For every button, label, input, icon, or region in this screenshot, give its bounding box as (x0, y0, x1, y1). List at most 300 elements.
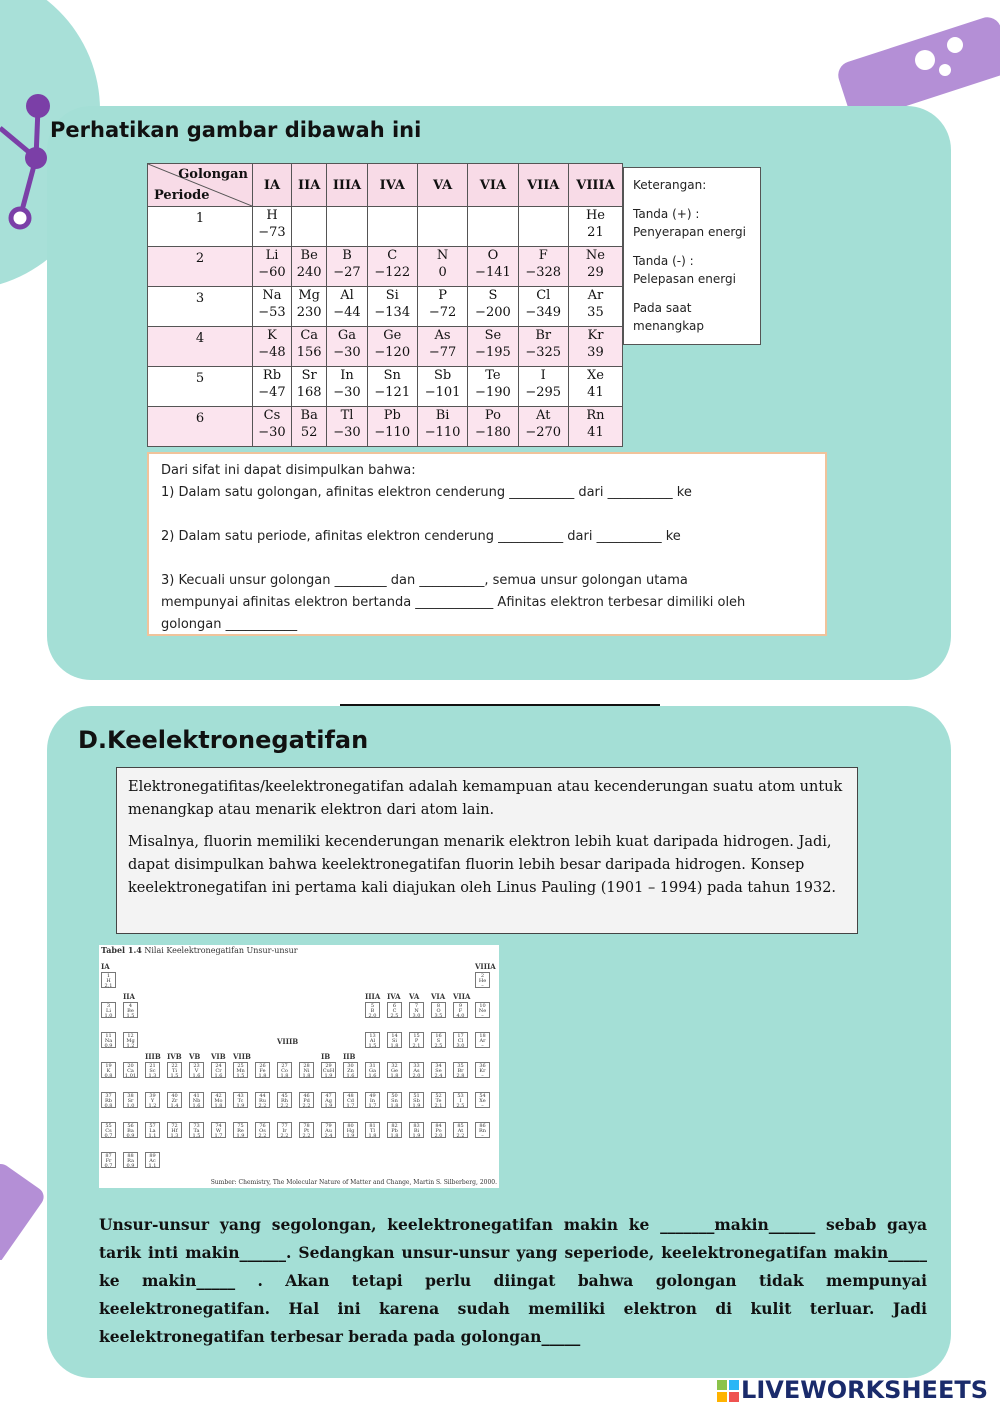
en-element-cell (409, 1002, 424, 1018)
en-element-cell (101, 1092, 116, 1108)
en-cell-value: 2,4 (434, 1073, 443, 1079)
group-header: IIA (291, 164, 326, 207)
en-element-cell (255, 1062, 270, 1078)
en-cell-value: 1,8 (390, 1073, 399, 1079)
en-cell-value: 2,2 (456, 1133, 465, 1139)
en-cell-symbol: Nb (192, 1098, 201, 1104)
en-cell-number: 47 (325, 1093, 332, 1099)
element-cell (417, 367, 467, 407)
group-header: VIA (468, 164, 518, 207)
en-cell-value: – (481, 983, 484, 989)
en-cell-value: – (481, 1133, 484, 1139)
group-header: VA (417, 164, 467, 207)
en-cell-value: 2,2 (302, 1133, 311, 1139)
affinity-value: −328 (525, 265, 562, 280)
element-symbol: Bi (435, 408, 450, 423)
en-cell-number: 27 (281, 1063, 288, 1069)
en-cell-symbol: H (106, 978, 111, 984)
element-cell (417, 327, 467, 367)
en-cell-symbol: Xe (479, 1098, 486, 1104)
en-group-label: IIIA (365, 992, 381, 1001)
element-symbol: Ge (383, 328, 402, 343)
element-symbol: As (434, 328, 451, 343)
en-group-label: IIB (343, 1052, 356, 1061)
en-cell-symbol: Si (391, 1038, 398, 1044)
affinity-value: 168 (296, 385, 322, 400)
affinity-value: 39 (587, 345, 604, 360)
element-symbol: Se (484, 328, 502, 343)
en-cell-number: 23 (193, 1063, 200, 1069)
period-cell: 3 (148, 287, 253, 327)
en-cell-value: 3,0 (456, 1043, 465, 1049)
en-group-label: VIIA (453, 992, 471, 1001)
en-table-source: Sumber: Chemistry, The Molecular Nature of Matter and Change, Martin S. Silberberg, 2000. (210, 1179, 497, 1186)
element-symbol: Ga (337, 328, 357, 343)
en-element-cell (475, 1092, 490, 1108)
en-cell-number: 30 (347, 1063, 354, 1069)
element-cell (417, 207, 467, 247)
en-cell-number: 80 (347, 1123, 354, 1129)
affinity-value: −77 (428, 345, 457, 360)
en-cell-number: 37 (105, 1093, 112, 1099)
en-element-cell (145, 1062, 160, 1078)
element-cell (417, 247, 467, 287)
element-cell (568, 207, 622, 247)
en-element-cell (387, 1062, 402, 1078)
en-cell-number: 29 (325, 1063, 332, 1069)
en-cell-symbol: Pd (303, 1098, 310, 1104)
element-cell (253, 247, 292, 287)
en-cell-number: 32 (391, 1063, 398, 1069)
en-cell-value: 2,2 (302, 1103, 311, 1109)
element-cell (518, 287, 568, 327)
en-cell-symbol: Cs (105, 1128, 112, 1134)
table-row (148, 407, 623, 447)
affinity-value: −101 (424, 385, 461, 400)
en-element-cell (101, 1032, 116, 1048)
en-cell-symbol: Ga (369, 1068, 376, 1074)
en-cell-number: 48 (347, 1093, 354, 1099)
en-cell-value: 2,1 (434, 1103, 443, 1109)
en-cell-symbol: Au (325, 1128, 332, 1134)
element-cell (468, 367, 518, 407)
element-symbol: Rn (586, 408, 605, 423)
en-group-label: VB (189, 1052, 201, 1061)
element-symbol: H (266, 208, 278, 223)
en-cell-symbol: Rh (281, 1098, 288, 1104)
element-cell (327, 407, 367, 447)
element-cell (327, 327, 367, 367)
en-element-cell (255, 1092, 270, 1108)
en-cell-value: 0,9 (104, 1043, 113, 1049)
en-element-cell (123, 1122, 138, 1138)
en-element-cell (387, 1002, 402, 1018)
en-cell-number: 50 (391, 1093, 398, 1099)
en-cell-number: 38 (127, 1093, 134, 1099)
element-symbol: P (438, 288, 447, 303)
conclusion-line3c: golongan ___________ (161, 617, 298, 632)
en-cell-number: 86 (479, 1123, 486, 1129)
en-cell-value: 1,5 (236, 1073, 245, 1079)
en-element-cell (343, 1122, 358, 1138)
affinity-value: −134 (374, 305, 411, 320)
element-cell (568, 287, 622, 327)
en-element-cell (431, 1062, 446, 1078)
en-element-cell (145, 1152, 160, 1168)
element-symbol: Br (535, 328, 552, 343)
en-element-cell (321, 1092, 336, 1108)
element-cell (291, 367, 326, 407)
en-element-cell (431, 1002, 446, 1018)
en-element-cell (453, 1062, 468, 1078)
en-cell-value: 1,5 (170, 1073, 179, 1079)
legend-minus-desc: Pelepasan energi (633, 272, 736, 286)
element-symbol: O (487, 248, 499, 263)
en-cell-value: 1,5 (368, 1043, 377, 1049)
definition-box (116, 767, 858, 934)
en-element-cell (101, 972, 116, 988)
en-cell-number: 40 (171, 1093, 178, 1099)
en-cell-number: 20 (127, 1063, 134, 1069)
definition-paragraph-2: Misalnya, fluorin memiliki kecenderungan menarik elektron lebih kuat daripada hidrogen. Jadi, dapat disimpulkan bahwa keelektronegatifan fluorin lebih besar daripada hidrogen. Konsep keelektronegatifan ini pertama kali diajukan oleh Linus Pauling (1901 – 1994) pada tahun 1932. (128, 834, 837, 896)
en-cell-value: 2,5 (434, 1043, 443, 1049)
en-cell-value: 0,9 (126, 1163, 135, 1169)
en-element-cell (387, 1122, 402, 1138)
en-cell-symbol: Bi (413, 1128, 420, 1134)
en-cell-symbol: Al (369, 1038, 376, 1044)
element-cell (518, 207, 568, 247)
en-cell-symbol: Li (106, 1008, 111, 1014)
en-element-cell (321, 1062, 336, 1078)
en-cell-number: 72 (171, 1123, 178, 1129)
en-element-cell (475, 1122, 490, 1138)
en-cell-symbol: Ge (391, 1068, 398, 1074)
en-element-cell (365, 1092, 380, 1108)
en-cell-symbol: Ti (172, 1068, 177, 1074)
en-cell-number: 26 (259, 1063, 266, 1069)
definition-paragraph-1: Elektronegatifitas/keelektronegatifan adalah kemampuan atau kecenderungan suatu atom untuk menangkap atau menarik elektron dari atom lain. (128, 779, 843, 818)
en-cell-value: 1,4 (170, 1103, 179, 1109)
en-cell-value: 3,0 (412, 1013, 421, 1019)
en-element-cell (453, 1002, 468, 1018)
en-cell-value: – (481, 1073, 484, 1079)
fill-in-paragraph: Unsur-unsur yang segolongan, keelektronegatifan makin ke _______makin______ sebab gaya tarik inti makin______. Sedangkan unsur-unsur yang seperiode, keelektronegatifan makin_____ ke makin_____ . Akan tetapi perlu diingat bahwa golongan tidak mempunyai keelektronegatifan. Hal ini karena sudah memiliki elektron di kulit terluar. Jadi keelektronegatifan terbesar berada pada golongan_____ (99, 1215, 927, 1346)
en-cell-symbol: CuH (322, 1068, 335, 1074)
en-cell-value: 1,6 (214, 1073, 223, 1079)
en-element-cell (255, 1122, 270, 1138)
en-cell-number: 43 (237, 1093, 244, 1099)
en-element-cell (343, 1092, 358, 1108)
affinity-value: −141 (475, 265, 511, 280)
en-cell-value: 2,2 (258, 1103, 267, 1109)
en-cell-number: 76 (259, 1123, 266, 1129)
en-element-cell (189, 1122, 204, 1138)
element-cell (291, 207, 326, 247)
en-element-cell (101, 1062, 116, 1078)
en-element-cell (453, 1122, 468, 1138)
en-element-cell (123, 1152, 138, 1168)
en-element-cell (167, 1062, 182, 1078)
affinity-value: −30 (333, 345, 361, 360)
en-cell-symbol: Mo (214, 1098, 223, 1104)
en-cell-number: 35 (457, 1063, 464, 1069)
element-symbol: B (342, 248, 352, 263)
element-cell (568, 407, 622, 447)
en-cell-value: 2,5 (456, 1103, 465, 1109)
en-cell-number: 7 (414, 1003, 419, 1009)
en-cell-value: 1,8 (390, 1133, 399, 1139)
affinity-value: −295 (525, 385, 562, 400)
en-cell-symbol: Sb (413, 1098, 420, 1104)
affinity-value: −180 (475, 425, 511, 440)
en-cell-number: 11 (105, 1033, 112, 1039)
en-cell-number: 83 (413, 1123, 420, 1129)
en-element-cell (123, 1002, 138, 1018)
en-cell-symbol: Kr (479, 1068, 486, 1074)
affinity-value: 29 (587, 265, 604, 280)
en-cell-symbol: Co (281, 1068, 288, 1074)
en-cell-symbol: Sc (149, 1068, 156, 1074)
en-cell-value: 1,3 (170, 1133, 179, 1139)
en-cell-symbol: Se (435, 1068, 442, 1074)
element-symbol: S (488, 288, 498, 303)
affinity-value: −110 (424, 425, 461, 440)
en-cell-symbol: Hg (346, 1128, 355, 1134)
en-cell-symbol: Zn (347, 1068, 354, 1074)
period-cell: 6 (148, 407, 253, 447)
affinity-value: −60 (258, 265, 286, 280)
en-element-cell (475, 972, 490, 988)
table-row (148, 247, 623, 287)
en-cell-value: 1,8 (390, 1103, 399, 1109)
en-cell-number: 6 (392, 1003, 397, 1009)
en-cell-value: – (481, 1043, 484, 1049)
en-cell-value: 1,5 (126, 1013, 135, 1019)
en-cell-value: 1,01 (124, 1073, 137, 1079)
conclusion-line2: 2) Dalam satu periode, afinitas elektron cenderung __________ dari __________ ke (161, 529, 681, 544)
en-cell-symbol: At (457, 1128, 464, 1134)
element-cell (291, 407, 326, 447)
en-cell-symbol: Rb (105, 1098, 112, 1104)
en-element-cell (431, 1032, 446, 1048)
en-cell-number: 36 (479, 1063, 486, 1069)
en-cell-symbol: Rn (479, 1128, 486, 1134)
en-cell-value: 1,8 (214, 1103, 223, 1109)
en-cell-number: 4 (128, 1003, 133, 1009)
table-row (148, 207, 623, 247)
en-cell-symbol: Mn (236, 1068, 245, 1074)
element-cell (291, 247, 326, 287)
en-element-cell (387, 1092, 402, 1108)
en-cell-symbol: La (149, 1128, 156, 1134)
en-cell-symbol: Po (435, 1128, 442, 1134)
affinity-value: −195 (475, 345, 511, 360)
en-group-label: IVB (167, 1052, 182, 1061)
en-cell-number: 82 (391, 1123, 398, 1129)
en-cell-number: 24 (215, 1063, 222, 1069)
en-cell-symbol: Pt (303, 1128, 310, 1134)
en-element-cell (431, 1092, 446, 1108)
en-element-cell (167, 1092, 182, 1108)
en-cell-number: 73 (193, 1123, 200, 1129)
en-element-cell (365, 1002, 380, 1018)
conclusion-line1: 1) Dalam satu golongan, afinitas elektron cenderung __________ dari __________ ke (161, 485, 692, 500)
affinity-value: −270 (525, 425, 562, 440)
en-cell-symbol: F (458, 1008, 463, 1014)
en-group-label: IIA (123, 992, 135, 1001)
en-cell-number: 41 (193, 1093, 200, 1099)
group-header: IVA (367, 164, 417, 207)
en-cell-value: 2,0 (412, 1073, 421, 1079)
en-cell-value: 1,9 (412, 1103, 421, 1109)
en-cell-number: 13 (369, 1033, 376, 1039)
en-cell-number: 57 (149, 1123, 156, 1129)
en-cell-value: 2,0 (368, 1013, 377, 1019)
conclusion-line3b: mempunyai afinitas elektron bertanda ____________ Afinitas elektron terbesar dimiliki oleh (161, 595, 746, 610)
en-element-cell (123, 1062, 138, 1078)
affinity-value: 41 (587, 425, 604, 440)
element-symbol: In (340, 368, 354, 383)
element-symbol: Sr (301, 368, 317, 383)
period-cell: 4 (148, 327, 253, 367)
legend-minus-label: Tanda (-) : (633, 254, 694, 268)
affinity-value: −30 (333, 385, 361, 400)
element-cell (468, 327, 518, 367)
affinity-value: −190 (475, 385, 511, 400)
element-cell (367, 207, 417, 247)
element-cell (253, 407, 292, 447)
en-cell-value: 1,7 (368, 1103, 377, 1109)
en-cell-symbol: Be (127, 1008, 134, 1014)
en-cell-number: 2 (480, 973, 485, 979)
en-cell-symbol: In (369, 1098, 376, 1104)
corner-golongan: Golongan (178, 167, 248, 182)
en-cell-value: 1,9 (346, 1133, 355, 1139)
en-element-cell (233, 1062, 248, 1078)
en-cell-symbol: Ru (259, 1098, 266, 1104)
en-cell-number: 19 (105, 1063, 112, 1069)
en-element-cell (277, 1062, 292, 1078)
en-cell-value: 1,9 (236, 1103, 245, 1109)
element-symbol: Si (385, 288, 399, 303)
en-cell-number: 78 (303, 1123, 310, 1129)
element-symbol: I (540, 368, 546, 383)
legend-note: Pada saat menangkap (633, 301, 704, 333)
en-cell-number: 53 (457, 1093, 464, 1099)
en-cell-number: 5 (370, 1003, 375, 1009)
element-cell (417, 407, 467, 447)
en-cell-value: 1,3 (148, 1073, 157, 1079)
brand-logo (717, 1376, 988, 1404)
en-element-cell (453, 1092, 468, 1108)
en-element-cell (387, 1032, 402, 1048)
en-element-cell (101, 1152, 116, 1168)
element-symbol: Be (300, 248, 318, 263)
affinity-value: −349 (525, 305, 562, 320)
electronegativity-table (99, 945, 499, 1188)
en-cell-number: 16 (435, 1033, 442, 1039)
en-cell-symbol: O (436, 1008, 441, 1014)
en-cell-number: 22 (171, 1063, 178, 1069)
electron-affinity-table (147, 163, 623, 440)
en-cell-value: 1,6 (368, 1073, 377, 1079)
en-cell-value: 1,8 (302, 1073, 311, 1079)
section1-heading: Perhatikan gambar dibawah ini (50, 118, 422, 142)
element-symbol: Kr (587, 328, 604, 343)
en-cell-number: 75 (237, 1123, 244, 1129)
en-cell-value: 1,9 (324, 1073, 333, 1079)
element-symbol: Cs (263, 408, 281, 423)
element-symbol: Ne (585, 248, 605, 263)
element-symbol: Po (484, 408, 501, 423)
en-element-cell (365, 1032, 380, 1048)
en-element-cell (475, 1062, 490, 1078)
element-cell (367, 367, 417, 407)
en-group-label: IVA (387, 992, 401, 1001)
element-symbol: F (538, 248, 548, 263)
en-cell-symbol: Os (259, 1128, 266, 1134)
en-cell-number: 44 (259, 1093, 266, 1099)
en-element-cell (101, 1002, 116, 1018)
en-cell-number: 74 (215, 1123, 222, 1129)
en-element-cell (453, 1032, 468, 1048)
affinity-value: −44 (333, 305, 361, 320)
element-cell (468, 247, 518, 287)
en-cell-number: 49 (369, 1093, 376, 1099)
element-cell (253, 327, 292, 367)
element-cell (253, 287, 292, 327)
element-cell (367, 407, 417, 447)
en-element-cell (211, 1062, 226, 1078)
en-cell-value: 1,9 (412, 1133, 421, 1139)
affinity-value: −122 (374, 265, 411, 280)
en-group-label: VIIB (233, 1052, 251, 1061)
element-cell (518, 327, 568, 367)
affinity-value: −121 (374, 385, 411, 400)
en-cell-number: 85 (457, 1123, 464, 1129)
en-cell-value: 1,9 (236, 1133, 245, 1139)
element-symbol: Sb (433, 368, 452, 383)
affinity-value: 0 (438, 265, 447, 280)
en-element-cell (321, 1122, 336, 1138)
affinity-value: 35 (587, 305, 604, 320)
en-element-cell (409, 1032, 424, 1048)
en-cell-number: 52 (435, 1093, 442, 1099)
en-group-label: IIIB (145, 1052, 161, 1061)
en-cell-symbol: Zr (171, 1098, 178, 1104)
en-element-cell (277, 1122, 292, 1138)
period-cell: 5 (148, 367, 253, 407)
element-cell (518, 247, 568, 287)
element-symbol: Al (340, 288, 354, 303)
test-tube-icon (820, 0, 1000, 110)
period-cell: 1 (148, 207, 253, 247)
en-cell-value: 1,2 (126, 1043, 135, 1049)
element-cell (367, 287, 417, 327)
en-cell-value: 3,5 (434, 1013, 443, 1019)
element-cell (367, 247, 417, 287)
en-cell-symbol: Ne (478, 1008, 487, 1014)
en-cell-number: 54 (479, 1093, 486, 1099)
en-cell-symbol: Ar (479, 1038, 486, 1044)
en-cell-symbol: Ca (127, 1068, 134, 1074)
en-cell-symbol: Na (104, 1038, 113, 1044)
en-cell-number: 21 (149, 1063, 156, 1069)
en-cell-value: 1,8 (280, 1073, 289, 1079)
en-cell-symbol: N (414, 1008, 419, 1014)
en-cell-number: 89 (149, 1153, 156, 1159)
en-cell-symbol: V (194, 1068, 199, 1074)
